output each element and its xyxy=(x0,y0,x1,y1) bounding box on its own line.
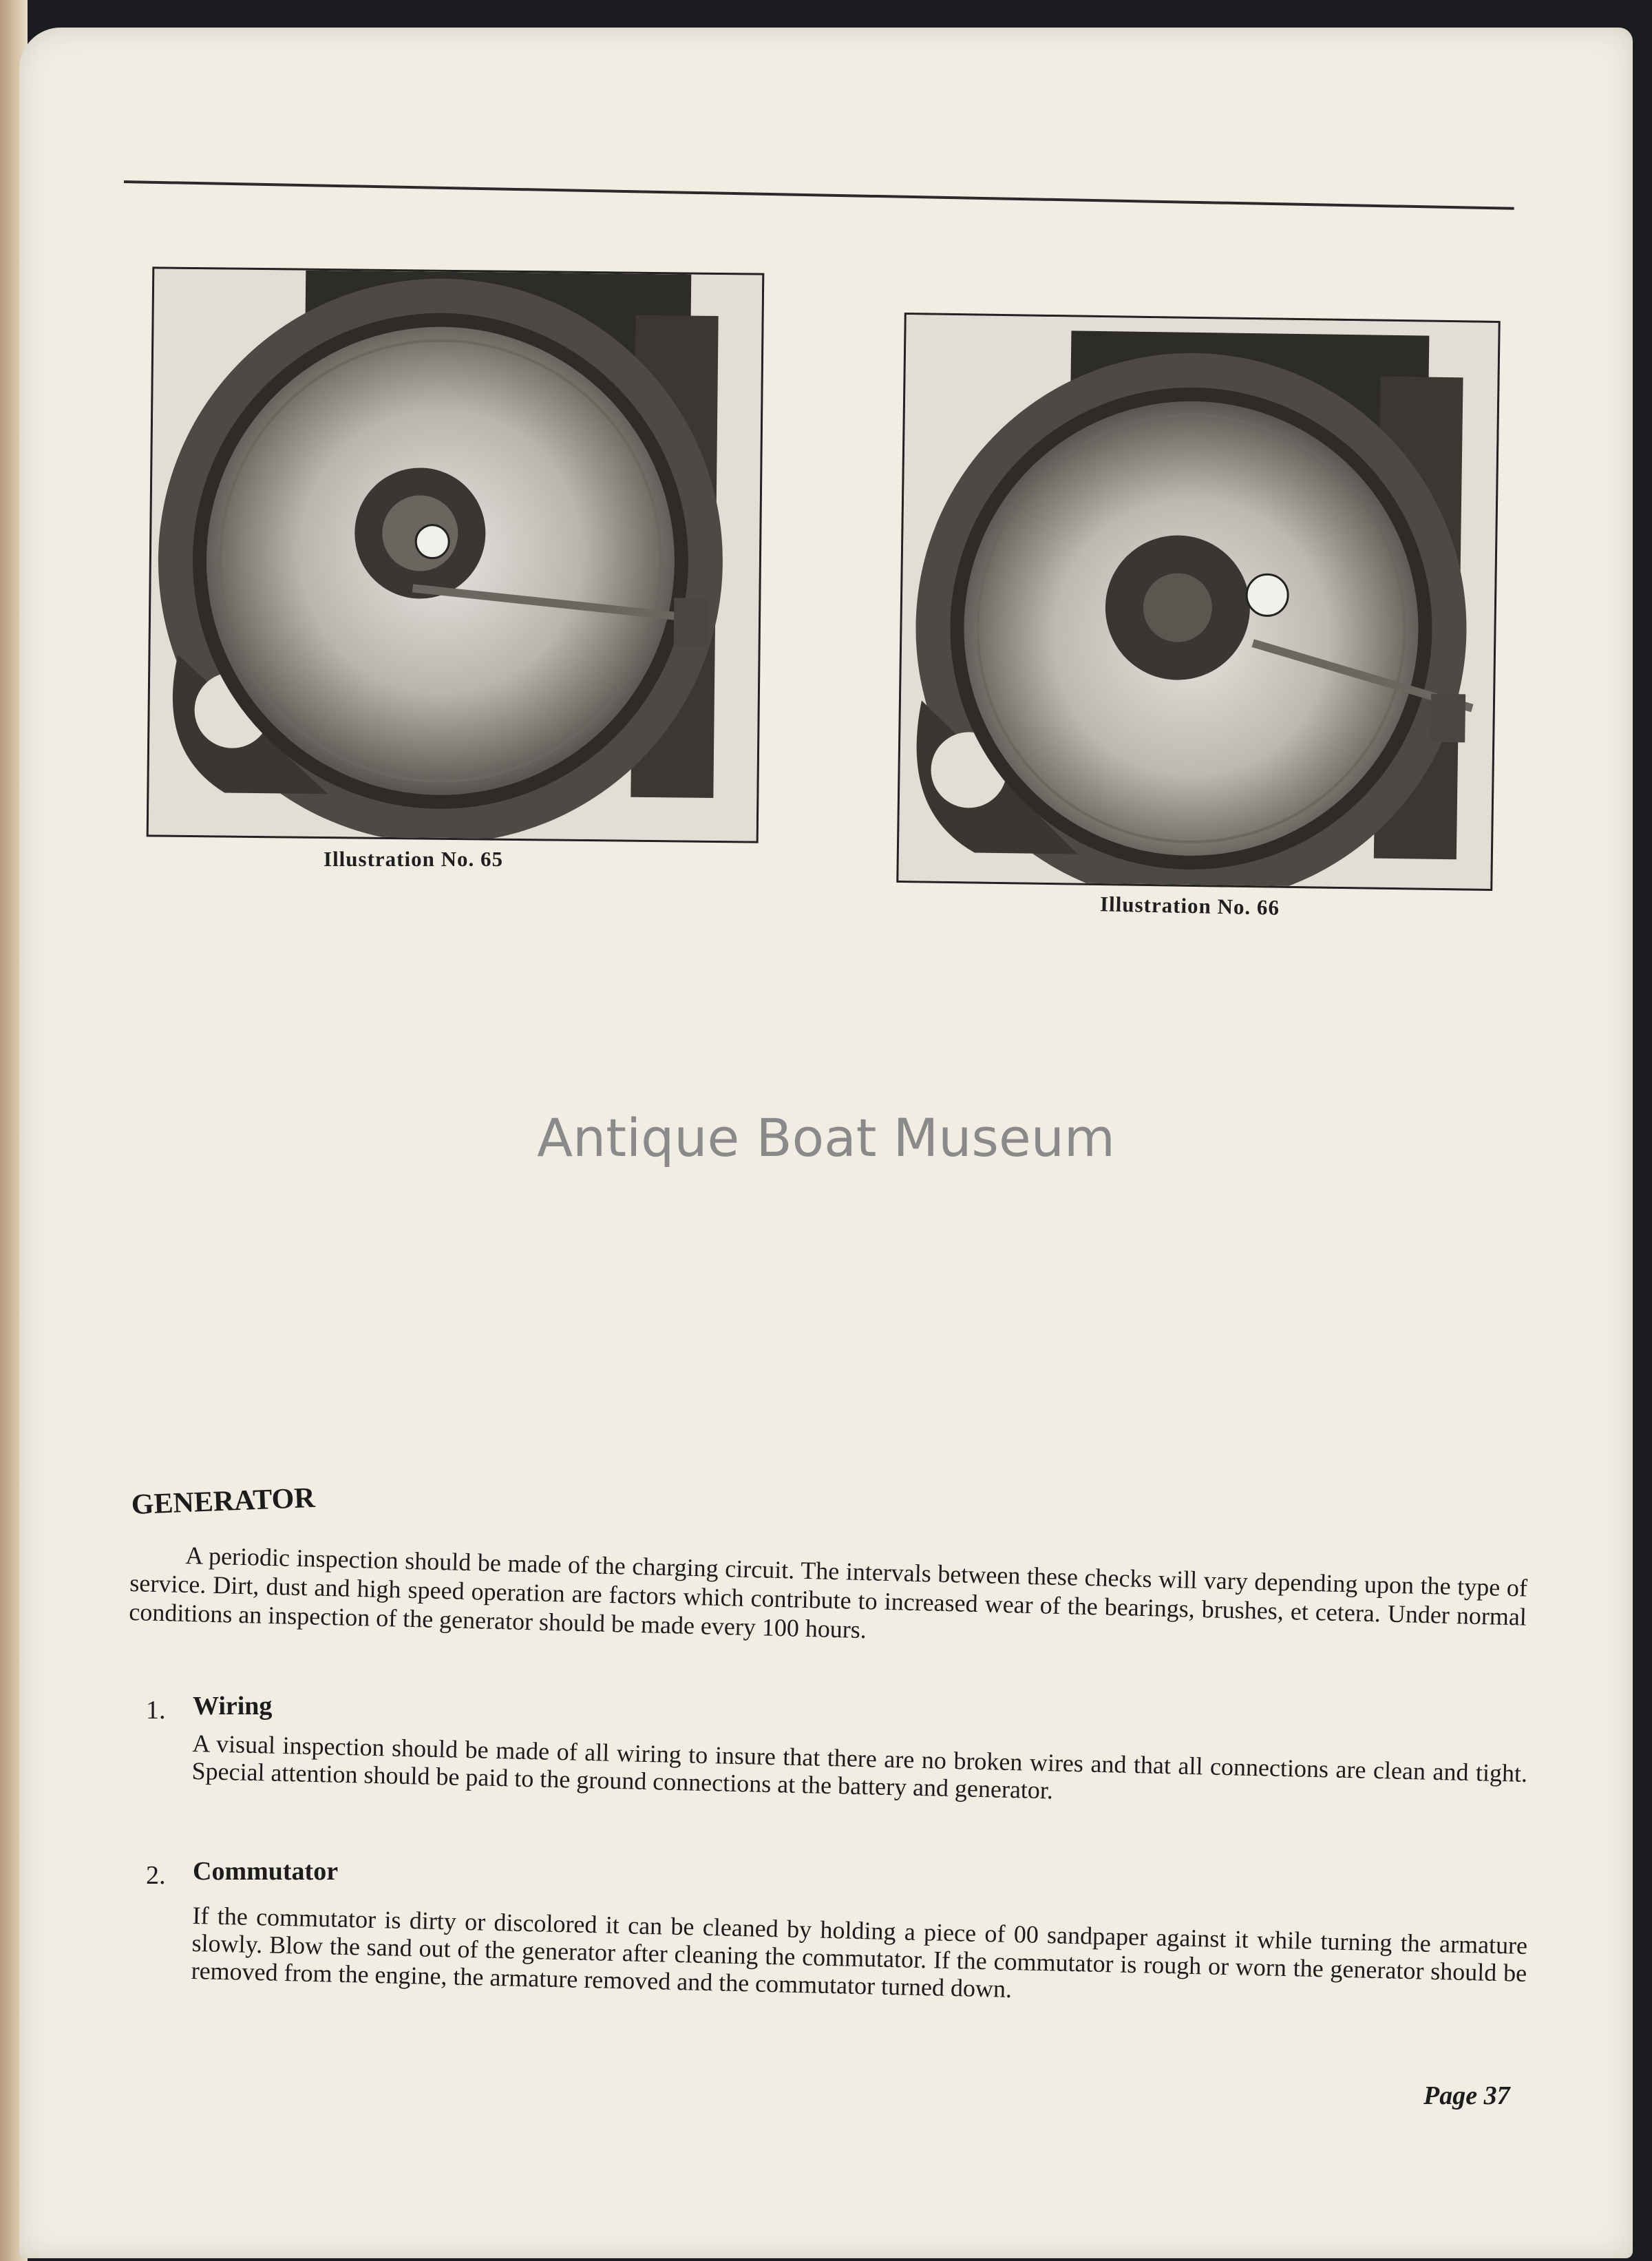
illustration-66-photo xyxy=(896,313,1500,891)
flywheel-gauge-image xyxy=(898,315,1498,889)
generator-heading: GENERATOR xyxy=(131,1482,316,1521)
wiring-item-title: Wiring xyxy=(193,1692,273,1721)
illustration-66-caption: Illustration No. 66 xyxy=(1099,892,1280,920)
flywheel-dial-indicator-image xyxy=(149,269,763,841)
generator-intro-paragraph: A periodic inspection should be made of the charging circuit. The intervals between these checks will vary depending upon the type of service. Dirt, dust and high speed operation are factors which contribute to increased wear of the bearings, brushes, et cetera. Under normal conditions an inspection of the generator should be made every 100 hours. xyxy=(128,1541,1528,1644)
commutator-item-title: Commutator xyxy=(193,1857,339,1886)
illustration-65-caption: Illustration No. 65 xyxy=(324,847,503,871)
museum-watermark: Antique Boat Museum xyxy=(537,1107,1115,1168)
commutator-item-paragraph: If the commutator is dirty or discolored it can be cleaned by holding a piece of 00 sandpaper against it while turning the armature slowly. Blow the sand out of the generator after cleaning the commutator. If the commutator is rough or worn the generator should be removed from the engine, the armature removed and the commutator turned down. xyxy=(191,1902,1528,2004)
commutator-item-number: 2. xyxy=(146,1861,166,1890)
wiring-item-paragraph: A visual inspection should be made of all wiring to insure that there are no broken wires and that all connections are clean and tight. Special attention should be paid to the ground connections at the battery and generator. xyxy=(191,1729,1528,1805)
illustration-65-photo xyxy=(147,266,765,843)
page-number: Page 37 xyxy=(1423,2081,1510,2110)
wiring-item-number: 1. xyxy=(146,1696,166,1725)
